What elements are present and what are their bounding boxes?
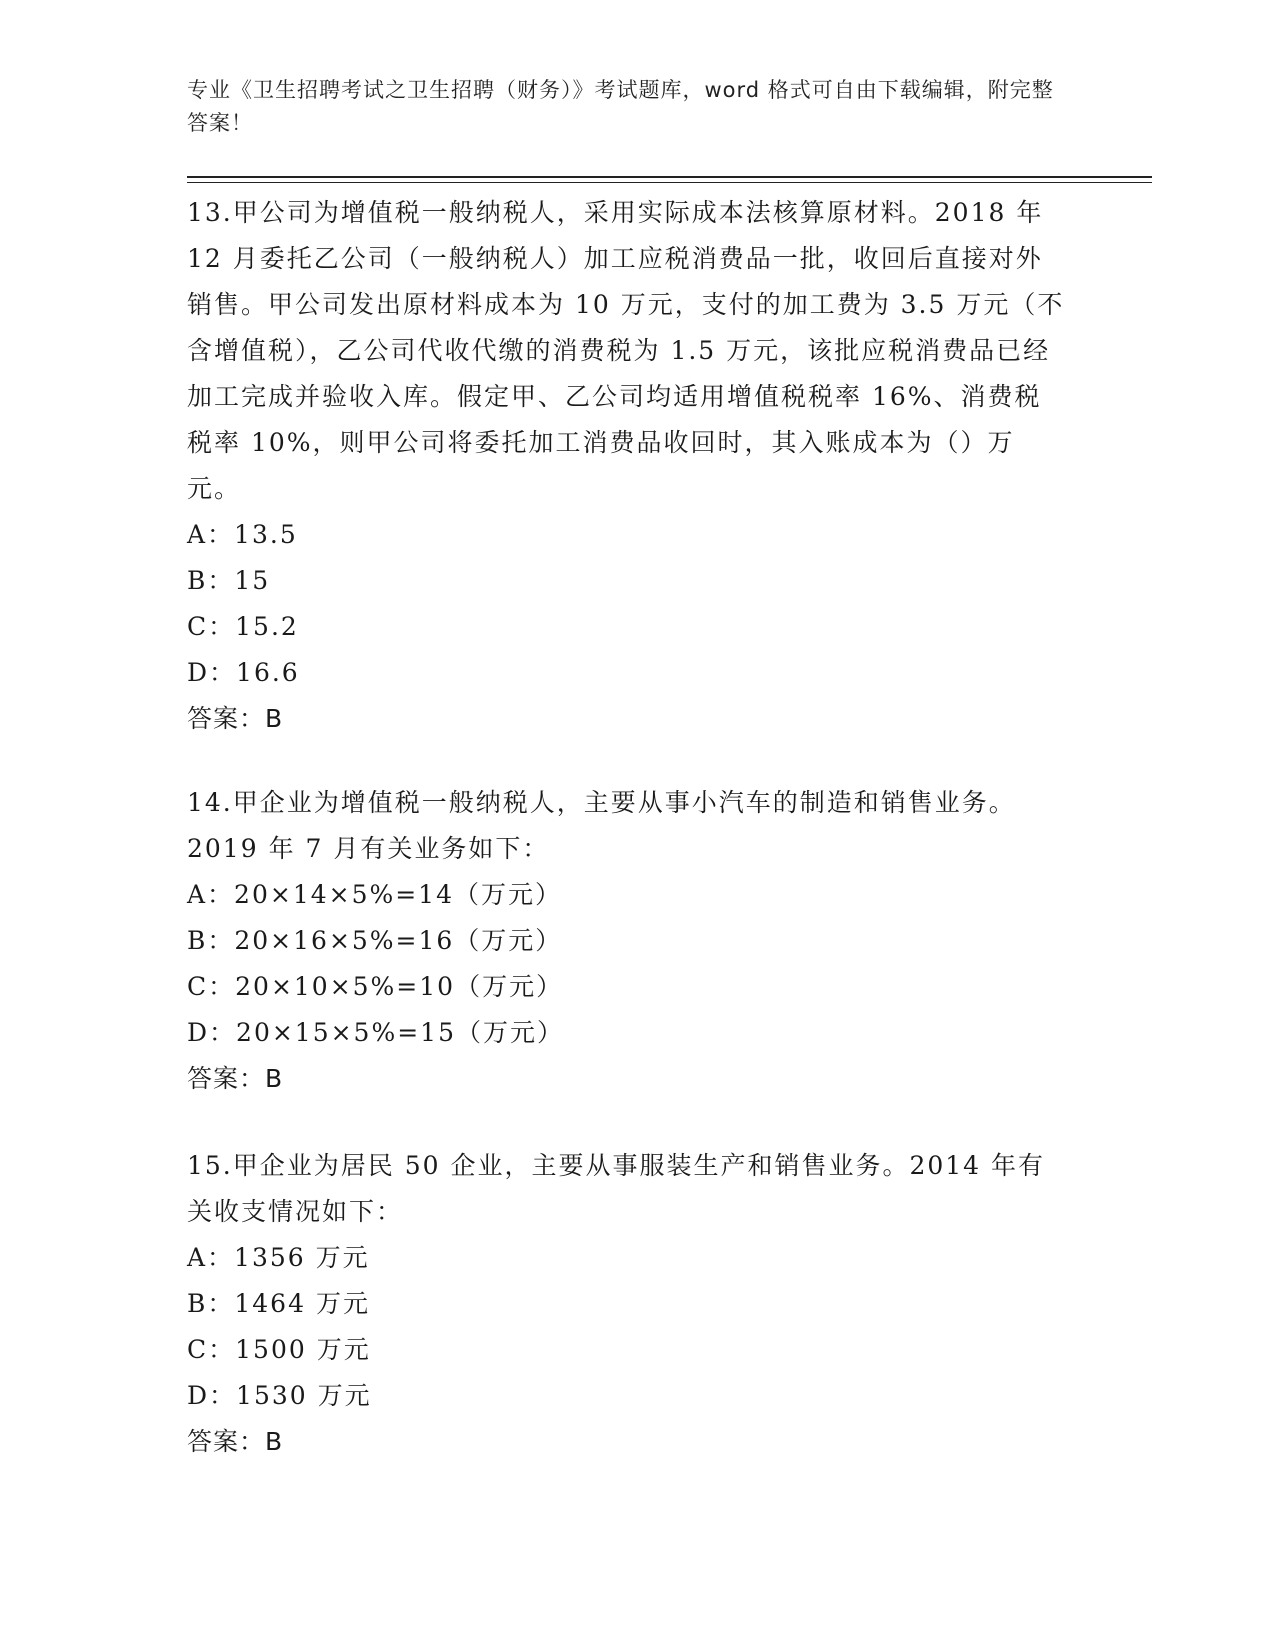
option-a: A：1356 万元 <box>187 1243 370 1272</box>
answer: 答案：B <box>187 1064 284 1093</box>
question-15 <box>187 1143 1067 1465</box>
option-a: A：20×14×5%=14（万元） <box>187 880 562 909</box>
option-d: D：1530 万元 <box>187 1381 372 1410</box>
answer: 答案：B <box>187 704 284 733</box>
option-b: B：20×16×5%=16（万元） <box>187 926 563 955</box>
option-a: A：13.5 <box>187 520 298 549</box>
header-rule-thick <box>187 176 1152 178</box>
header-rule-thin <box>187 182 1152 183</box>
question-13 <box>187 190 1067 742</box>
question-stem: 14.甲企业为增值税一般纳税人，主要从事小汽车的制造和销售业务。2019 年 7 月有关业务如下： <box>187 788 1016 863</box>
question-stem: 15.甲企业为居民 50 企业，主要从事服装生产和销售业务。2014 年有关收支情况如下： <box>187 1151 1046 1226</box>
option-c: C：20×10×5%=10（万元） <box>187 972 564 1001</box>
option-d: D：16.6 <box>187 658 300 687</box>
question-stem: 13.甲公司为增值税一般纳税人，采用实际成本法核算原材料。2018 年 12 月委托乙公司（一般纳税人）加工应税消费品一批，收回后直接对外销售。甲公司发出原材料成本为 10 万元，支付的加工费为 3.5 万元（不含增值税），乙公司代收代缴的消费税为 1.5 万元，该批应税消费品已经加工完成并验收入库。假定甲、乙公司均适用增值税税率 16%、消费税税率 10%，则甲公司将委托加工消费品收回时，其入账成本为（）万元。 <box>187 198 1065 503</box>
option-c: C：15.2 <box>187 612 299 641</box>
option-d: D：20×15×5%=15（万元） <box>187 1018 564 1047</box>
option-c: C：1500 万元 <box>187 1335 371 1364</box>
option-b: B：1464 万元 <box>187 1289 370 1318</box>
answer: 答案：B <box>187 1427 284 1456</box>
option-b: B：15 <box>187 566 271 595</box>
question-14 <box>187 780 1067 1102</box>
document-header: 专业《卫生招聘考试之卫生招聘（财务）》考试题库，word 格式可自由下载编辑，附完整答案！ <box>187 78 1054 135</box>
